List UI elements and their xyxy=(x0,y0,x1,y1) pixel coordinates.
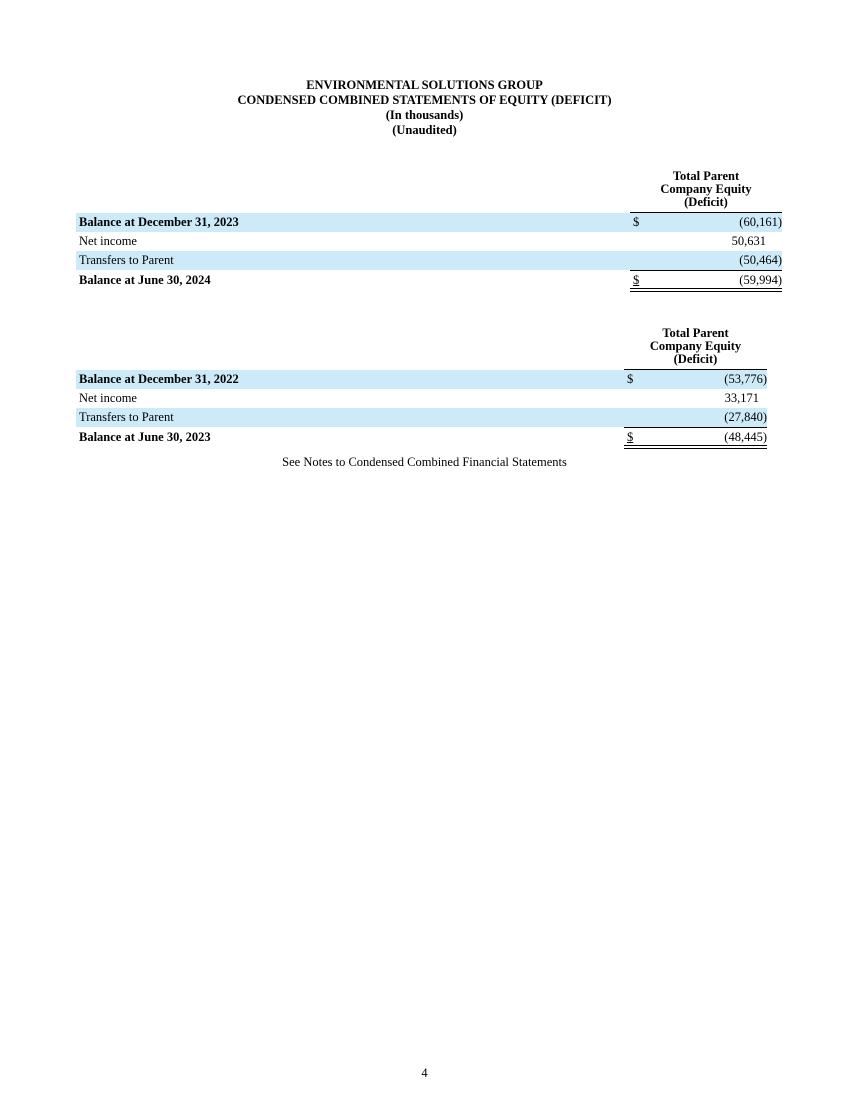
table-row: Balance at December 31, 2022 $ (53,776) xyxy=(76,370,767,389)
audit-note: (Unaudited) xyxy=(392,123,457,137)
company-name: ENVIRONMENTAL SOLUTIONS GROUP xyxy=(306,78,543,92)
footnote: See Notes to Condensed Combined Financial Statements xyxy=(282,455,567,469)
table-row: Net income 33,171 xyxy=(79,391,759,405)
units-note: (In thousands) xyxy=(385,108,464,122)
table-row: Balance at June 30, 2023 $ (48,445) xyxy=(79,430,767,444)
table-row: Balance at December 31, 2023 $ (60,161) xyxy=(76,213,782,232)
total-double-rule-bottom xyxy=(630,291,782,292)
table-row: Net income 50,631 xyxy=(79,234,766,248)
column-header: Total Parent Company Equity (Deficit) xyxy=(649,326,742,366)
total-double-rule-top xyxy=(630,288,782,289)
statement-header xyxy=(0,78,849,138)
equity-table-2023 xyxy=(76,327,767,452)
table-row: Transfers to Parent (50,464) xyxy=(76,251,782,270)
table-row: Transfers to Parent (27,840) xyxy=(76,408,767,427)
statement-title: CONDENSED COMBINED STATEMENTS OF EQUITY (DEFICIT) xyxy=(237,93,612,107)
table-row: Balance at June 30, 2024 $ (59,994) xyxy=(79,273,782,287)
page-number: 4 xyxy=(421,1066,428,1080)
column-header: Total Parent Company Equity (Deficit) xyxy=(660,169,752,209)
equity-table-2024 xyxy=(76,170,782,295)
total-double-rule-top xyxy=(624,445,767,446)
total-double-rule-bottom xyxy=(624,448,767,449)
